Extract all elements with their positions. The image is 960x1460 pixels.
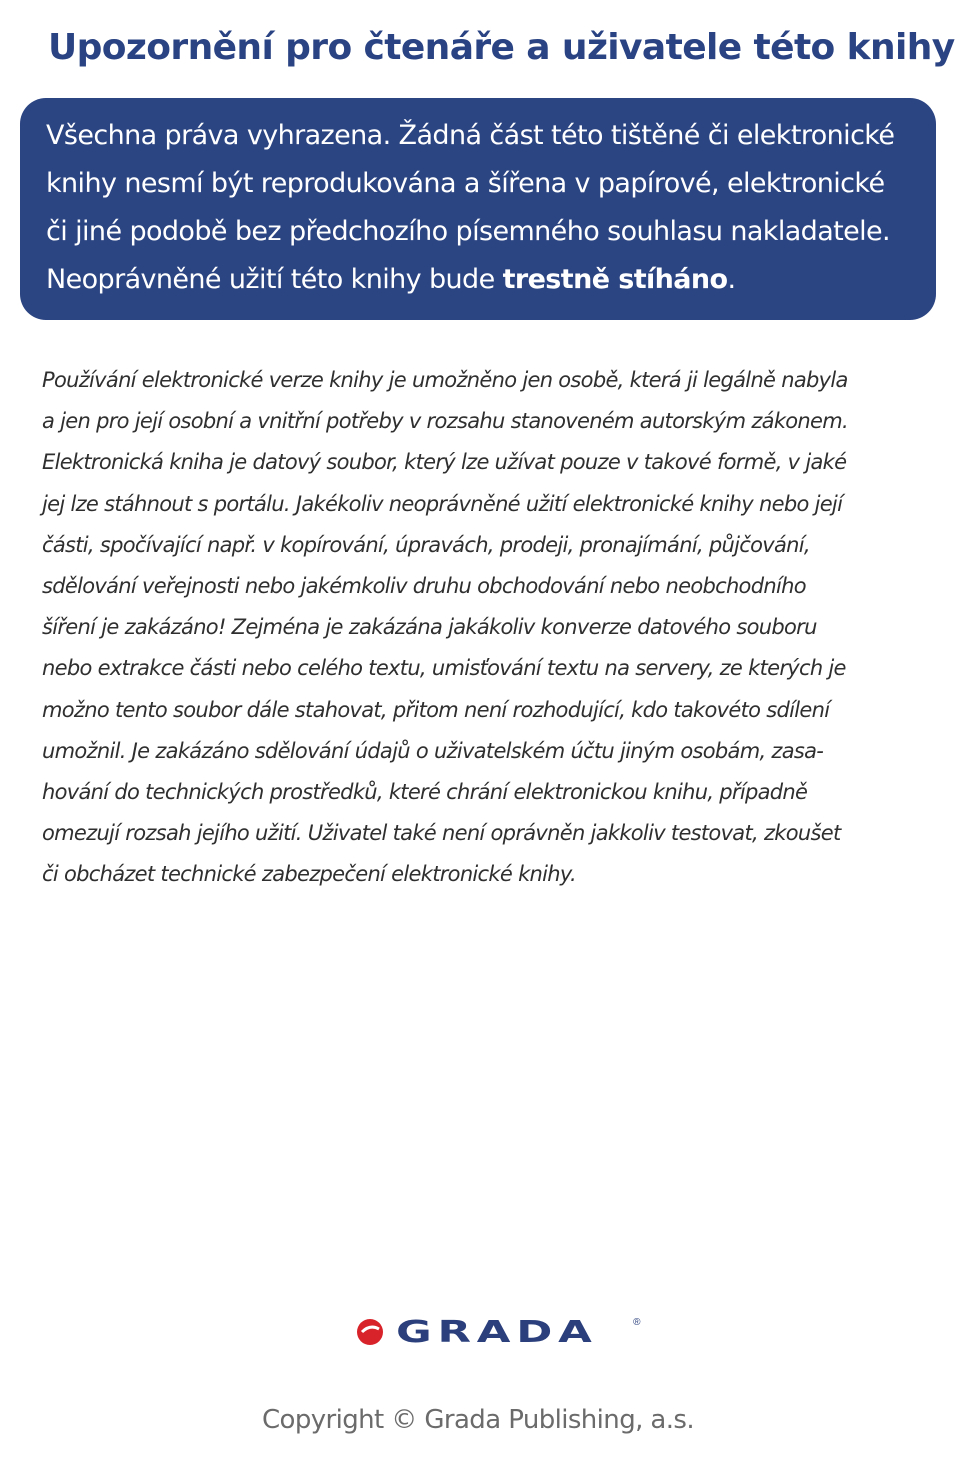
notice-emphasis: trestně stíháno — [502, 264, 728, 295]
grada-logo — [356, 1312, 641, 1352]
body-line: části, spočívající např. v kopírování, úpravách, prodeji, pronajímání, půjčování, — [42, 532, 810, 557]
notice-suffix: . — [727, 264, 736, 295]
grada-logo-mark-icon — [356, 1318, 384, 1346]
body-line: Používání elektronické verze knihy je umožněno jen osobě, která ji legálně nabyla — [42, 368, 848, 392]
body-line: sdělování veřejnosti nebo jakémkoliv druhu obchodování nebo neobchodního — [42, 574, 806, 599]
body-line: či obcházet technické zabezpečení elektronické knihy. — [42, 862, 576, 887]
body-line: možno tento soubor dále stahovat, přitom není rozhodující, kdo takovéto sdílení — [42, 697, 830, 722]
body-line: omezují rozsah jejího užití. Uživatel také není oprávněn jakkoliv testovat, zkoušet — [42, 821, 841, 846]
notice-prefix: Neoprávněné užití této knihy bude — [46, 264, 503, 295]
body-line: jej lze stáhnout s portálu. Jakékoliv neoprávněné užití elektronické knihy nebo její — [42, 491, 843, 516]
rights-notice-box — [20, 98, 936, 320]
copyright-notice: Copyright © Grada Publishing, a.s. — [261, 1405, 695, 1435]
body-line: umožnil. Je zakázáno sdělování údajů o uživatelském účtu jiným osobám, zasa- — [42, 738, 824, 763]
body-line: nebo extrakce části nebo celého textu, umisťování textu na servery, ze kterých je — [42, 656, 846, 681]
body-line: šíření je zakázáno! Zejména je zakázána jakákoliv konverze datového souboru — [42, 615, 817, 640]
body-line: a jen pro její osobní a vnitřní potřeby v rozsahu stanoveném autorským zákonem. — [42, 409, 848, 434]
body-line: Elektronická kniha je datový soubor, který lze užívat pouze v takové formě, v jaké — [42, 450, 847, 475]
notice-line: či jiné podobě bez předchozího písemného souhlasu nakladatele. — [46, 216, 891, 247]
notice-line: Všechna práva vyhrazena. Žádná část této tištěné či elektronické — [46, 120, 895, 151]
notice-line-last — [46, 256, 912, 304]
body-line: hování do technických prostředků, které chrání elektronickou knihu, případně — [42, 780, 808, 805]
page-title: Upozornění pro čtenáře a uživatele této knihy — [48, 27, 955, 68]
registered-mark: ® — [633, 1316, 641, 1328]
usage-terms-text — [42, 360, 922, 896]
logo-wordmark: GRADA — [396, 1314, 598, 1350]
notice-line: knihy nesmí být reprodukována a šířena v papírové, elektronické — [46, 168, 885, 199]
